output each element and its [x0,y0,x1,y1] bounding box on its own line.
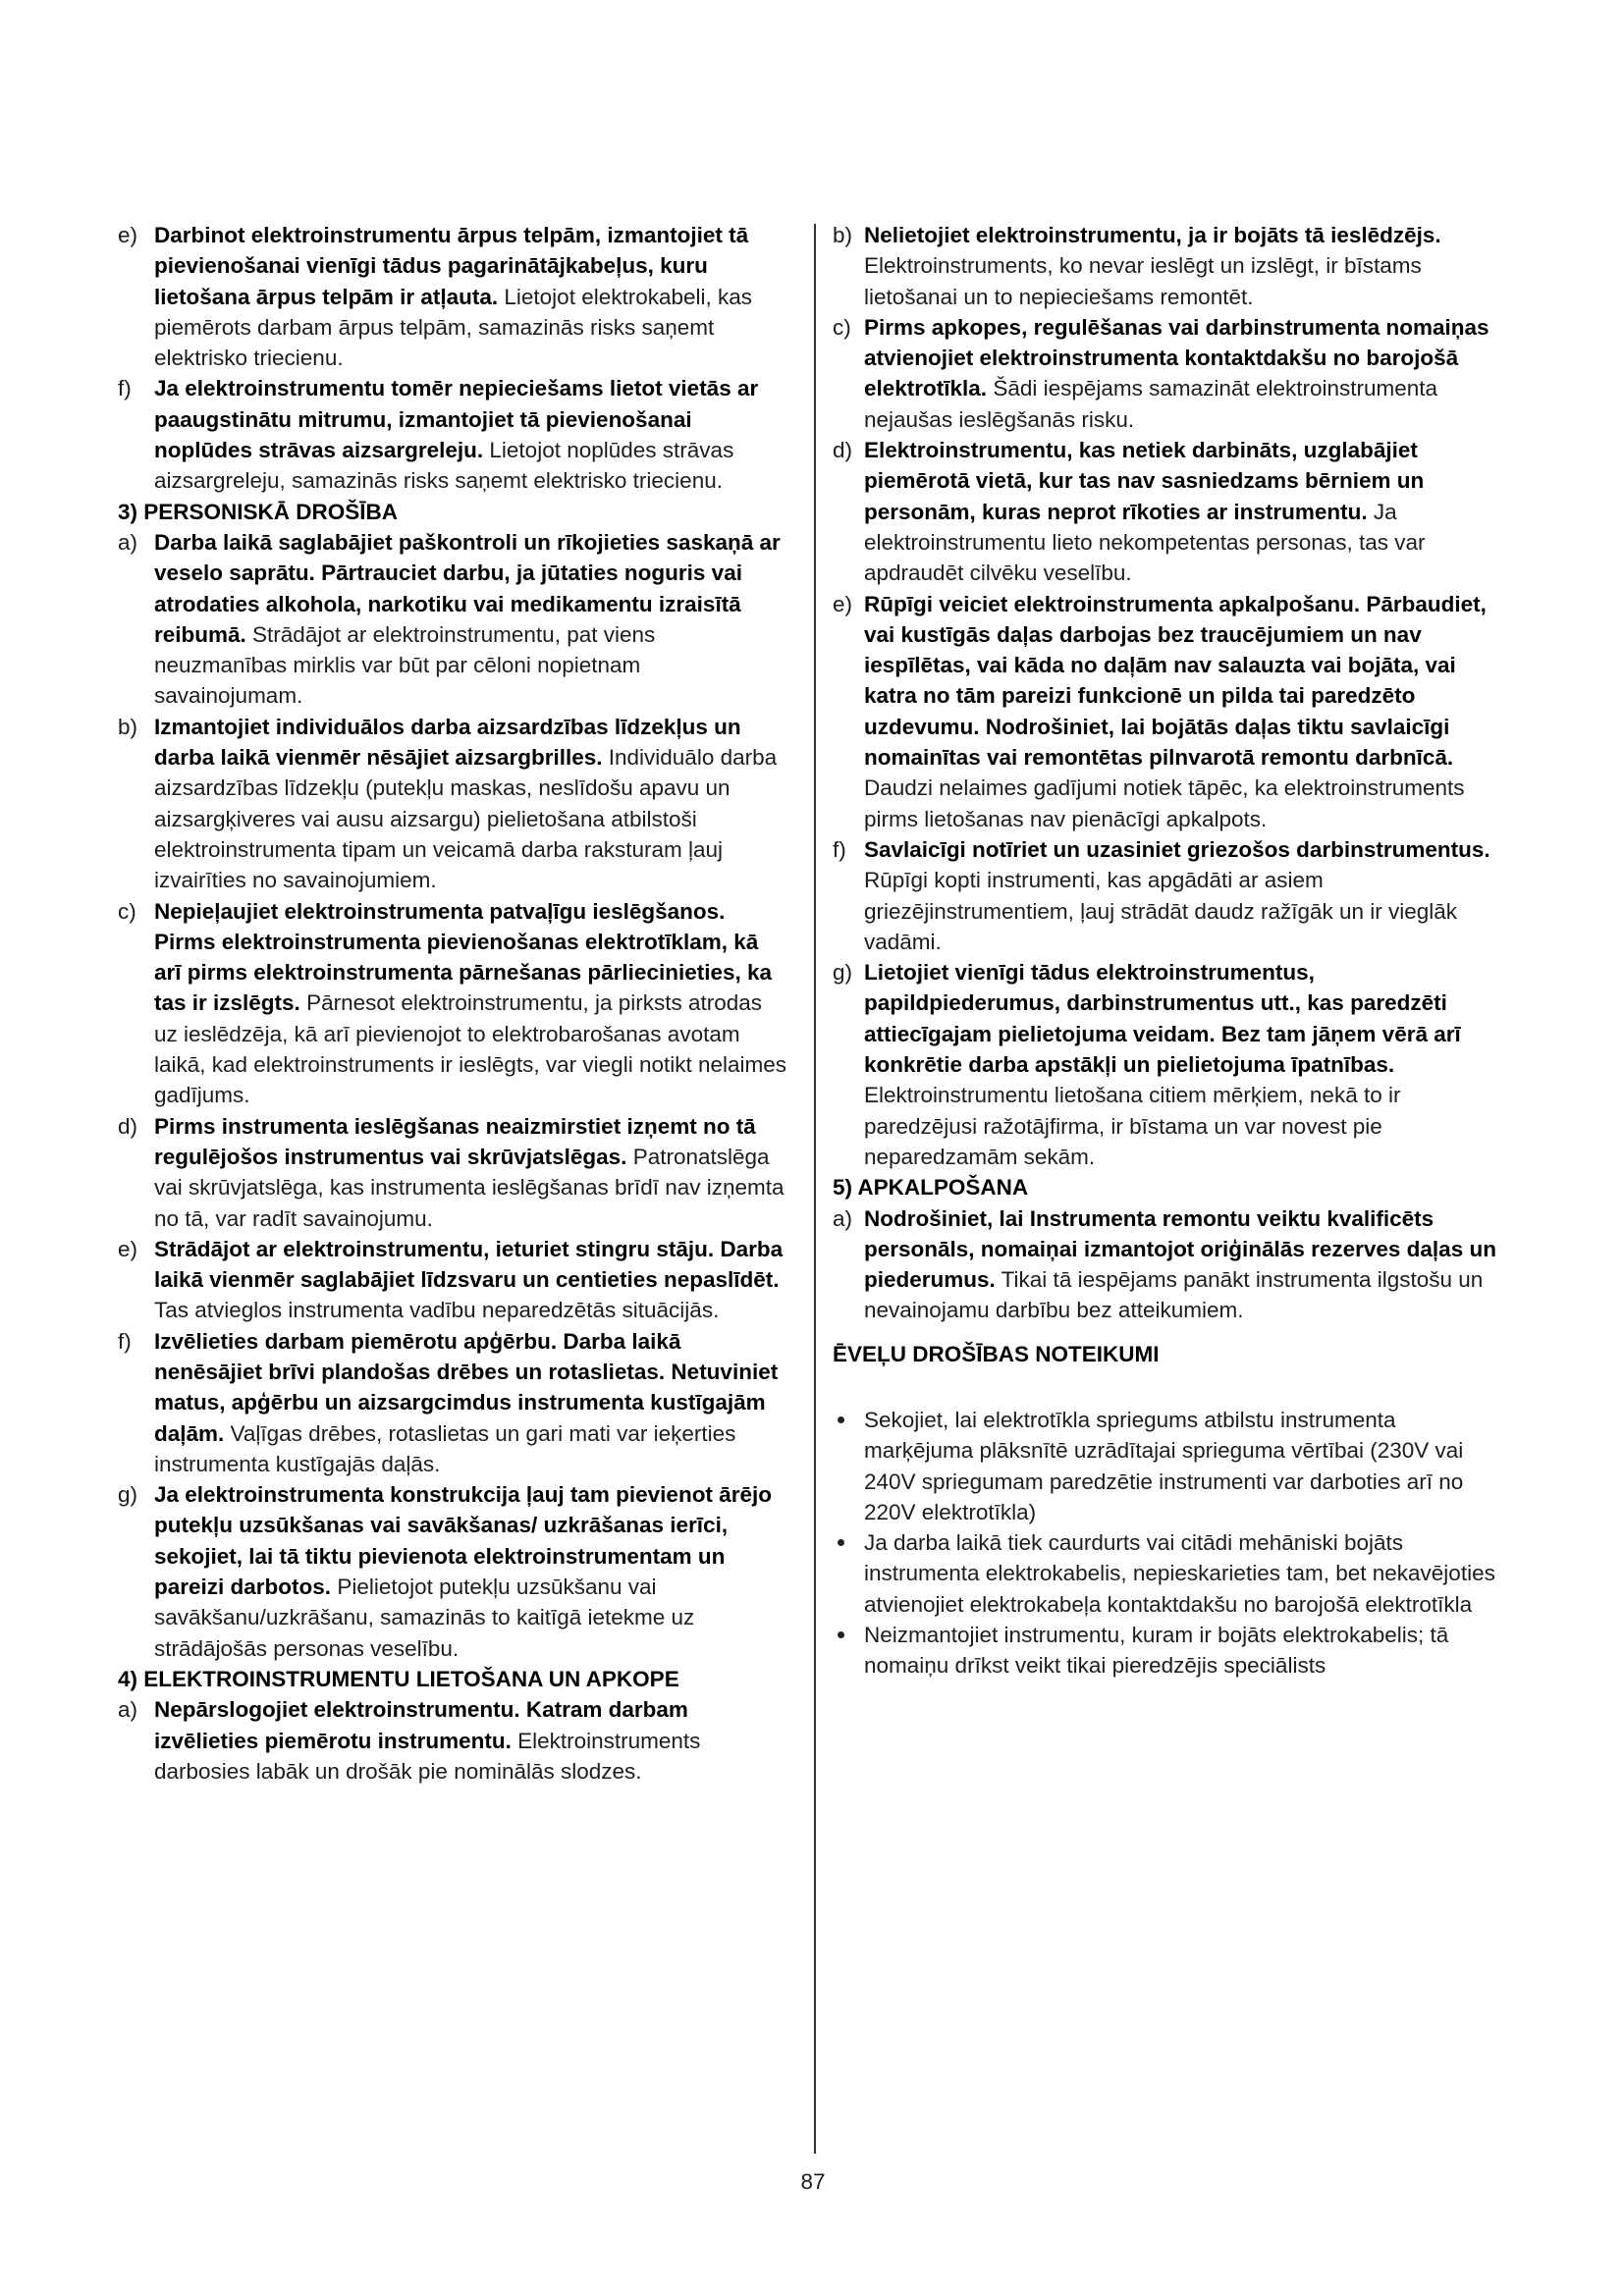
item-label: e) [118,1236,138,1261]
instruction-item [118,1234,789,1326]
item-label: a) [118,529,138,555]
item-label: a) [118,1697,138,1723]
instruction-item [833,589,1508,834]
item-text: Rūpīgi kopti instrumenti, kas apgādāti ar asiem griezējinstrumentiem, ļauj strādāt daudz ražīgāk un ir vieglāk vadāmi. [864,868,1458,954]
item-emphasis: Izmantojiet individuālos darba aizsardzības līdzekļus un darba laikā vienmēr nēsājiet aizsargbrilles. [154,714,741,771]
item-text: Elektroinstruments darbosies labāk un drošāk pie nominālās slodzes. [154,1728,701,1784]
instruction-item [118,1111,789,1234]
item-emphasis: Darba laikā saglabājiet paškontroli un rīkojieties saskaņā ar veselo saprātu. Pārtrauciet darbu, ja jūtaties noguris vai atrodaties alkohola, narkotiku vai medikamentu izraisītā reibumā. [154,529,781,647]
instruction-item [118,1694,789,1787]
item-text: Vaļīgas drēbes, rotaslietas un gari mati var ieķerties instrumenta kustīgajās daļās. [154,1420,736,1476]
bullet-icon [838,1539,844,1546]
instruction-item [118,712,789,896]
bullet-icon [838,1416,844,1423]
instruction-item [118,373,789,496]
item-emphasis: Lietojiet vienīgi tādus elektroinstrumentus, papildpiederumus, darbinstrumentus utt., kas paredzēti attiecīgajam pielietojuma veidam. Bez tam jāņem vērā arī konkrētie darba apstākļi un pielietojuma īpatnības. [864,960,1461,1078]
item-text: Strādājot ar elektroinstrumentu, pat viens neuzmanības mirklis var būt par cēloni nopietnam savainojumam. [154,621,656,709]
item-label: c) [118,898,136,924]
item-text: Daudzi nelaimes gadījumi notiek tāpēc, ka elektroinstruments pirms lietošanas nav pienācīgi apkalpots. [864,775,1465,831]
bullet-text: Sekojiet, lai elektrotīkla spriegums atbilstu instrumenta marķējuma plāksnītē uzrādītajai sprieguma vērtībai (230V vai 240V spriegumam paredzētie instrumenti var darboties arī no 220V elektrotīkla) [864,1407,1464,1524]
instruction-item [833,957,1508,1172]
item-label: g) [118,1482,138,1508]
item-text: Ja elektroinstrumentu lieto nekompetentas personas, tas var apdraudēt cilvēku veselību. [864,499,1426,586]
item-text: Elektroinstruments, ko nevar ieslēgt un izslēgt, ir bīstams lietošanai un to nepieciešams remontēt. [864,253,1422,309]
bullet-icon [838,1631,844,1638]
item-label: d) [833,438,853,463]
item-label: e) [833,591,853,616]
item-text: Šādi iespējams samazināt elektroinstrumenta nejaušas ieslēgšanās risku. [864,376,1438,432]
instruction-item [118,1326,789,1479]
column-divider [814,224,816,2154]
item-emphasis: Rūpīgi veiciet elektroinstrumenta apkalpošanu. Pārbaudiet, vai kustīgās daļas darbojas bez traucējumiem un nav iespīlētas, vai kāda no daļām nav salauzta vai bojāta, vai katra no tām pareizi funkcionē un pilda tai paredzēto uzdevumu. Nodrošiniet, lai bojātās daļas tiktu savlaicīgi nomainītas vai remontētas pilnvarotā remontu darbnīcā. [864,591,1487,771]
bullet-item [833,1527,1508,1620]
bullet-item [833,1405,1508,1527]
item-emphasis: Strādājot ar elektroinstrumentu, ieturiet stingru stāju. Darba laikā vienmēr saglabājiet līdzsvaru un centieties nepaslīdēt. [154,1236,784,1293]
item-text: Pārnesot elektroinstrumentu, ja pirksts atrodas uz ieslēdzēja, kā arī pievienojot to elektrobarošanas avotam laikā, kad elektroinstruments ir ieslēgts, var viegli notikt nelaimes gadījums. [154,990,787,1108]
item-label: g) [833,960,853,986]
item-emphasis: Nepārslogojiet elektroinstrumentu. Katram darbam izvēlieties piemērotu instrumentu. [154,1697,688,1753]
item-emphasis: Elektroinstrumentu, kas netiek darbināts, uzglabājiet piemērotā vietā, kur tas nav sasniedzams bērniem un personām, kuras neprot rīkoties ar instrumentu. [864,438,1425,524]
right-column [833,220,1508,1682]
item-label: b) [118,714,138,739]
section-title-service: 5) APKALPOŠANA [833,1175,1029,1201]
item-label: e) [118,223,138,247]
item-label: c) [833,314,851,340]
item-emphasis: Savlaicīgi notīriet un uzasiniet griezošos darbinstrumentus. [864,836,1490,862]
item-text: Patronatslēga vai skrūvjatslēga, kas instrumenta ieslēgšanas brīdī nav izņemta no tā, var radīt savainojumu. [154,1144,785,1231]
item-emphasis: Ja elektroinstrumentu tomēr nepieciešams lietot vietās ar paaugstinātu mitrumu, izmantojiet tā pievienošanai noplūdes strāvas aizsargreleju. [154,376,759,463]
instruction-item [833,220,1508,312]
item-label: a) [833,1205,853,1231]
item-text: Individuālo darba aizsardzības līdzekļu (putekļu maskas, neslīdošu apavu un aizsargķiveres vai ausu aizsargu) pielietošana atbilstoši elektroinstrumenta tipam un veicamā darba raksturam ļauj izvairīties no savainojumiem. [154,745,778,893]
item-label: f) [118,376,132,401]
instruction-item [833,312,1508,435]
item-emphasis: Darbinot elektroinstrumentu ārpus telpām, izmantojiet tā pievienošanai vienīgi tādus pagarinātājkabeļus, kuru lietošana ārpus telpām ir atļauta. [154,223,749,309]
page-number: 87 [800,2169,826,2194]
instruction-item [118,220,789,373]
item-text: Elektroinstrumentu lietošana citiem mērķiem, nekā to ir paredzējusi ražotājfirma, ir bīstama un var novest pie neparedzamām sekām. [864,1083,1401,1169]
item-label: d) [118,1113,138,1139]
item-text: Pielietojot putekļu uzsūkšanu vai savākšanu/uzkrāšanu, samazinās to kaitīgā ietekme uz strādājošās personas veselību. [154,1575,695,1661]
section-title-personal-safety: 3) PERSONISKĀ DROŠĪBA [118,499,399,524]
left-column [118,220,789,1787]
item-emphasis: Pirms apkopes, regulēšanas vai darbinstrumenta nomaiņas atvienojiet elektroinstrumenta kontaktdakšu no barojošā elektrotīkla. [864,314,1489,401]
bullet-item [833,1620,1508,1682]
bullet-text: Ja darba laikā tiek caurdurts vai citādi mehāniski bojāts instrumenta elektrokabelis, nepieskarieties tam, bet nekavējoties atvienojiet elektrokabeļa kontaktdakšu no barojošā elektrotīkla [864,1530,1495,1617]
item-text: Tikai tā iespējams panākt instrumenta ilgstošu un nevainojamu darbību bez atteikumiem. [864,1267,1484,1323]
section-title-tool-use-and-care: 4) ELEKTROINSTRUMENTU LIETOŠANA UN APKOPE [118,1666,679,1691]
item-emphasis: Ja elektroinstrumenta konstrukcija ļauj tam pievienot ārējo putekļu uzsūkšanas vai savākšanas/ uzkrāšanas ierīci, sekojiet, lai tā tiktu pievienota elektroinstrumentam un pareizi darbotos. [154,1482,772,1600]
item-emphasis: Nepieļaujiet elektroinstrumenta patvaļīgu ieslēgšanos. Pirms elektroinstrumenta pievienošanas elektrotīklam, kā arī pirms elektroinstrumenta pārnešanas pārliecinieties, ka tas ir izslēgts. [154,898,773,1016]
item-text: Tas atvieglos instrumenta vadību neparedzētās situācijās. [154,1298,720,1323]
instruction-item [833,1203,1508,1326]
item-label: f) [833,836,846,862]
item-label: b) [833,223,853,247]
item-text: Lietojot noplūdes strāvas aizsargreleju, samazinās risks saņemt elektrisko triecienu. [154,438,734,494]
item-emphasis: Nodrošiniet, lai Instrumenta remontu veiktu kvalificēts personāls, nomaiņai izmantojot oriģinālās rezerves daļas un piederumus. [864,1205,1496,1293]
instruction-item [833,834,1508,957]
item-text: Lietojot elektrokabeli, kas piemērots darbam ārpus telpām, samazinās risks saņemt elektrisko triecienu. [154,284,753,371]
item-label: f) [118,1328,132,1354]
heading-planer-safety-rules: ĒVEĻU DROŠĪBAS NOTEIKUMI [833,1341,1160,1366]
instruction-item [118,1479,789,1664]
item-emphasis: Nelietojiet elektroinstrumentu, ja ir bojāts tā ieslēdzējs. [864,223,1441,247]
item-emphasis: Izvēlieties darbam piemērotu apģērbu. Darba laikā nenēsājiet brīvi plandošas drēbes un rotaslietas. Netuviniet matus, apģērbu un aizsargcimdus instrumenta kustīgajām daļām. [154,1328,779,1446]
instruction-item [833,435,1508,588]
instruction-item [118,527,789,712]
bullet-text: Neizmantojiet instrumentu, kuram ir bojāts elektrokabelis; tā nomaiņu drīkst veikt tikai pieredzējis speciālists [864,1623,1449,1679]
instruction-item [118,896,789,1111]
item-emphasis: Pirms instrumenta ieslēgšanas neaizmirstiet izņemt no tā regulējošos instrumentus vai skrūvjatslēgas. [154,1113,756,1169]
